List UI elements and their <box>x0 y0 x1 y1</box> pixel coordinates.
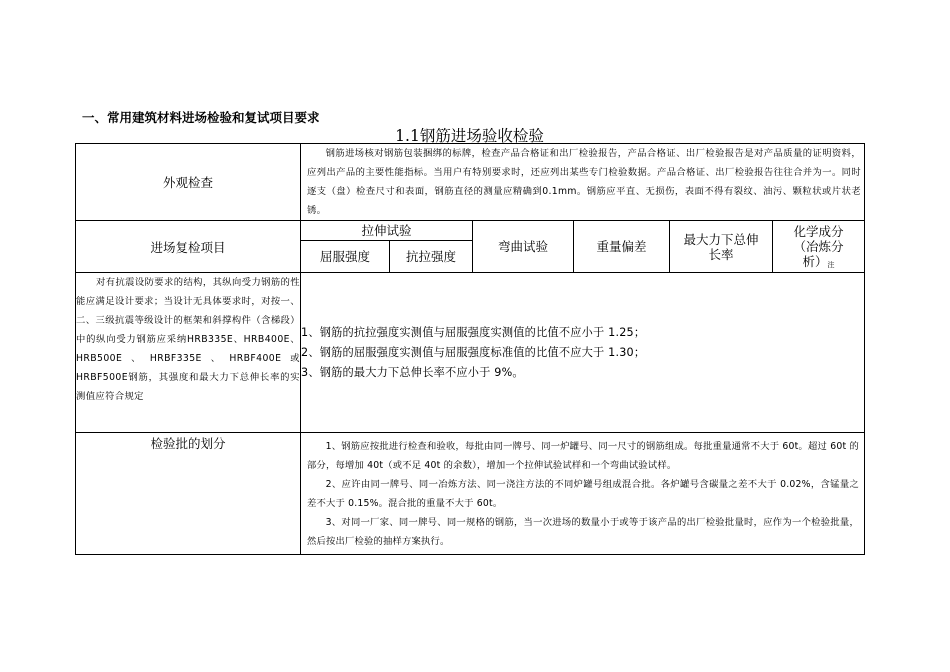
chemistry-note-mark: 注 <box>827 261 835 269</box>
batch-paragraph-2: 2、应许由同一牌号、同一冶炼方法、同一浇注方法的不同炉罐号组成混合批。各炉罐号含碳量之差不大于 0.02%，含锰量之差不大于 0.15%。混合批的重量不大于 60t。 <box>307 478 860 509</box>
tensile-strength-header: 抗拉强度 <box>390 241 473 273</box>
batch-paragraph-1: 1、钢筋应按批进行检查和验收，每批由同一牌号、同一炉罐号、同一尺寸的钢筋组成。每批重量通常不大于 60t。超过 60t 的部分，每增加 40t（或不足 40t 的余数），增加一个拉伸试验试样和一个弯曲试验试样。 <box>307 440 860 471</box>
title-number: 1.1 <box>395 127 420 145</box>
tensile-test-header: 拉伸试验 <box>301 221 473 241</box>
section-heading: 一、常用建筑材料进场检验和复试项目要求 <box>82 110 320 125</box>
retest-header-row-1 <box>76 221 865 241</box>
batch-label: 检验批的划分 <box>76 433 301 555</box>
title-text: 钢筋进场验收检验 <box>419 127 544 145</box>
requirement-1: 1、钢筋的抗拉强度实测值与屈服强度实测值的比值不应小于 1.25； <box>301 325 646 339</box>
retest-label: 进场复检项目 <box>76 221 301 273</box>
weight-deviation-header: 重量偏差 <box>574 221 670 273</box>
bend-test-header: 弯曲试验 <box>473 221 574 273</box>
requirement-3: 3、钢筋的最大力下总伸长率不应小于 9%。 <box>301 365 524 379</box>
requirement-2: 2、钢筋的屈服强度实测值与屈服强度标准值的比值不应大于 1.30； <box>301 345 646 359</box>
appearance-row <box>76 144 865 221</box>
appearance-label: 外观检查 <box>76 144 301 221</box>
batch-paragraph-3: 3、对同一厂家、同一牌号、同一规格的钢筋，当一次进场的数量小于或等于该产品的出厂检验批量时，应作为一个检验批量，然后按出厂检验的抽样方案执行。 <box>307 516 860 547</box>
seismic-condition-text: 对有抗震设防要求的结构，其纵向受力钢筋的性能应满足设计要求；当设计无具体要求时，对按一、二、三级抗震等级设计的框架和斜撑构件（含梯段）中的纵向受力钢筋应采纳HRB335E、HRB400E、HRB500E、HRBF335E、HRBF400E或HRBF500E钢筋，其强度和最大力下总伸长率的实测值应符合规定 <box>76 277 300 402</box>
seismic-row <box>76 273 865 433</box>
batch-row <box>76 433 865 555</box>
batch-desc-cell <box>301 433 865 555</box>
chemistry-label: 化学成分（冶炼分析） <box>793 224 844 269</box>
yield-strength-header: 屈服强度 <box>301 241 390 273</box>
inspection-table <box>75 143 865 555</box>
appearance-text: 钢筋进场核对钢筋包装捆绑的标牌，检查产品合格证和出厂检验报告，产品合格证、出厂检验报告是对产品质量的证明资料，应列出产品的主要性能指标。当用户有特别要求时，还应列出某些专门检验数据。产品合格证、出厂检验报告往往合并为一。同时逐支（盘）检查尺寸和表面，钢筋直径的测量应精确到0.1mm。钢筋应平直、无损伤，表面不得有裂纹、油污、颗粒状或片状老锈。 <box>307 148 862 216</box>
seismic-condition-cell <box>76 273 301 433</box>
elongation-header: 最大力下总伸长率 <box>670 221 773 273</box>
appearance-desc-cell <box>301 144 865 221</box>
chemistry-header <box>773 221 865 273</box>
seismic-requirements-cell <box>301 273 865 433</box>
batch-text <box>301 437 864 551</box>
